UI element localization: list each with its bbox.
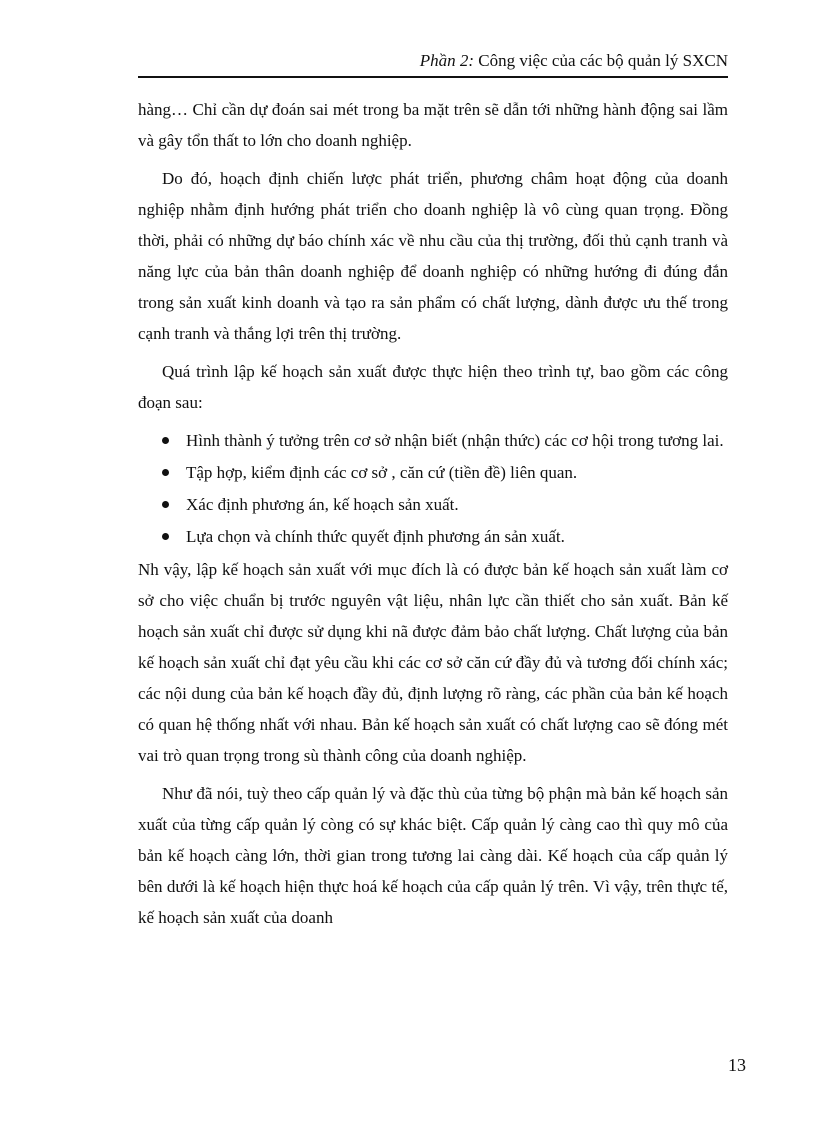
bullet-icon <box>162 437 169 444</box>
paragraph-1: hàng… Chỉ cần dự đoán sai mét trong ba mặt trên sẽ dẫn tới những hành động sai lầm và gây tổn thất to lớn cho doanh nghiệp. <box>138 100 728 150</box>
bullet-list <box>138 425 728 552</box>
list-item-text: Xác định phương án, kế hoạch sản xuất. <box>186 495 459 514</box>
list-item <box>138 521 728 552</box>
bullet-icon <box>162 469 169 476</box>
paragraph-3: Quá trình lập kế hoạch sản xuất được thực hiện theo trình tự, bao gồm các công đoạn sau: <box>138 362 728 412</box>
header-title: Công việc của các bộ quản lý SXCN <box>478 51 728 70</box>
list-item <box>138 425 728 456</box>
paragraph-4: Nh vậy, lập kế hoạch sản xuất với mục đích là có được bản kế hoạch sản xuất làm cơ sở cho việc chuẩn bị trước nguyên vật liệu, nhân lực cần thiết cho sản xuất. Bản kế hoạch sản xuất chỉ được sử dụng khi nã được đảm bảo chất lượng. Chất lượng của bản kế hoạch sản xuất chỉ đạt yêu cầu khi các cơ sở căn cứ đầy đủ và tương đối chính xác; các nội dung của bản kế hoạch đầy đủ, định lượng rõ ràng, các phần của bản kế hoạch có quan hệ thống nhất với nhau. Bản kế hoạch sản xuất có chất lượng cao sẽ đóng mét vai trò quan trọng trong sù thành công của doanh nghiệp. <box>138 560 728 765</box>
header-rule <box>138 76 728 78</box>
header-section-label: Phần 2: <box>419 51 474 70</box>
page-number: 13 <box>728 1055 746 1075</box>
body-text <box>138 94 728 940</box>
list-item <box>138 489 728 520</box>
list-item-text: Hình thành ý tưởng trên cơ sở nhận biết (nhận thức) các cơ hội trong tương lai. <box>186 431 724 450</box>
paragraph-2: Do đó, hoạch định chiến lược phát triển, phương châm hoạt động của doanh nghiệp nhằm định hướng phát triển cho doanh nghiệp là vô cùng quan trọng. Đồng thời, phải có những dự báo chính xác về nhu cầu của thị trường, đối thủ cạnh tranh và năng lực của bản thân doanh nghiệp để doanh nghiệp có những hướng đi đúng đắn trong sản xuất kinh doanh và tạo ra sản phẩm có chất lượng, dành được ưu thế trong cạnh tranh và thắng lợi trên thị trường. <box>138 169 728 343</box>
list-item-text: Tập hợp, kiểm định các cơ sở , căn cứ (tiền đề) liên quan. <box>186 463 578 482</box>
bullet-icon <box>162 501 169 508</box>
running-header <box>138 50 728 72</box>
bullet-icon <box>162 533 169 540</box>
list-item-text: Lựa chọn và chính thức quyết định phương án sản xuất. <box>186 527 565 546</box>
list-item <box>138 457 728 488</box>
paragraph-5: Như đã nói, tuỳ theo cấp quản lý và đặc thù của từng bộ phận mà bản kế hoạch sản xuất của từng cấp quản lý còng có sự khác biệt. Cấp quản lý càng cao thì quy mô của bản kế hoạch càng lớn, thời gian trong tương lai càng dài. Kế hoạch của cấp quản lý bên dưới là kế hoạch hiện thực hoá kế hoạch của cấp quản lý trên. Vì vậy, trên thực tế, kế hoạch sản xuất của doanh <box>138 784 728 927</box>
